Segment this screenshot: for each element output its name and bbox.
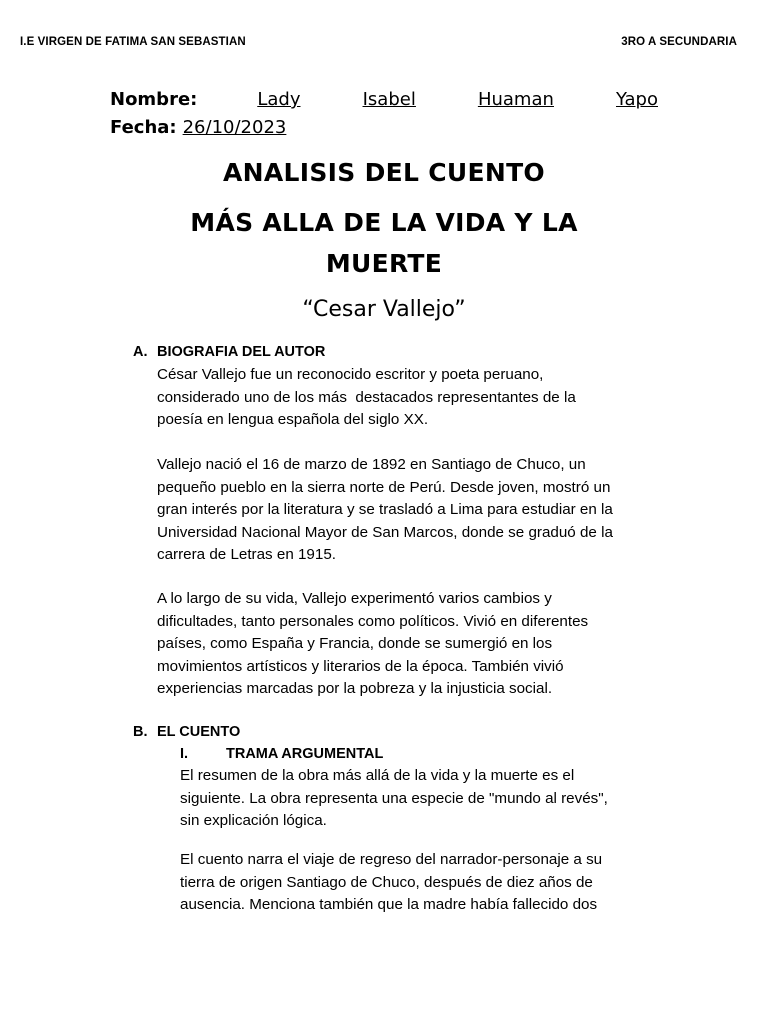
section-b-heading bbox=[133, 724, 240, 740]
author-subtitle: “Cesar Vallejo” bbox=[302, 297, 466, 322]
section-a-heading bbox=[133, 344, 325, 360]
date-label: Fecha: bbox=[110, 117, 177, 138]
name-part: Lady bbox=[257, 89, 301, 110]
plot-paragraph-2: El cuento narra el viaje de regreso del narrador-personaje a su tierra de origen Santiago de Chuco, después de diez años de ausencia. Menciona también que la madre había fallecido dos bbox=[180, 851, 603, 914]
name-part: Isabel bbox=[362, 89, 416, 110]
title-line-2: MÁS ALLA DE LA VIDA Y LA bbox=[190, 208, 578, 237]
section-b-letter: B. bbox=[133, 724, 148, 740]
biography-paragraph-1: César Vallejo fue un reconocido escritor y poeta peruano, considerado uno de los más destacados representantes de la poesía en lengua española del siglo XX. bbox=[157, 366, 576, 429]
plot-paragraph-1: El resumen de la obra más allá de la vida y la muerte es el siguiente. La obra representa una especie de "mundo al revés", sin explicación lógica. bbox=[180, 767, 608, 830]
biography-paragraph-3: A lo largo de su vida, Vallejo experimentó varios cambios y dificultades, tanto personales como políticos. Vivió en diferentes países, como España y Francia, donde se sumergió en los movimientos artísticos y literarios de la época. También vivió experiencias marcadas por la pobreza y la injusticia social. bbox=[157, 590, 589, 698]
section-b-title: EL CUENTO bbox=[157, 724, 241, 740]
date-row bbox=[110, 117, 286, 138]
student-name-row bbox=[110, 89, 658, 110]
subsection-number: I. bbox=[180, 746, 189, 762]
name-part: Yapo bbox=[616, 89, 658, 110]
school-name: I.E VIRGEN DE FATIMA SAN SEBASTIAN bbox=[20, 36, 246, 48]
student-name bbox=[257, 89, 658, 110]
name-part: Huaman bbox=[477, 89, 554, 110]
date-value: 26/10/2023 bbox=[182, 117, 287, 138]
title-line-3: MUERTE bbox=[325, 249, 443, 278]
section-a-title: BIOGRAFIA DEL AUTOR bbox=[157, 344, 326, 360]
name-label: Nombre: bbox=[110, 89, 198, 110]
grade-label: 3RO A SECUNDARIA bbox=[621, 36, 737, 48]
subsection-title: TRAMA ARGUMENTAL bbox=[226, 746, 384, 762]
biography-paragraph-2: Vallejo nació el 16 de marzo de 1892 en Santiago de Chuco, un pequeño pueblo en la sierra norte de Perú. Desde joven, mostró un gran interés por la literatura y se trasladó a Lima para estudiar en la Universidad Nacional Mayor de San Marcos, donde se graduó de la carrera de Letras en 1915. bbox=[157, 456, 613, 564]
section-a-letter: A. bbox=[133, 344, 148, 360]
title-line-1: ANALISIS DEL CUENTO bbox=[223, 158, 545, 187]
subsection-heading bbox=[180, 746, 383, 762]
